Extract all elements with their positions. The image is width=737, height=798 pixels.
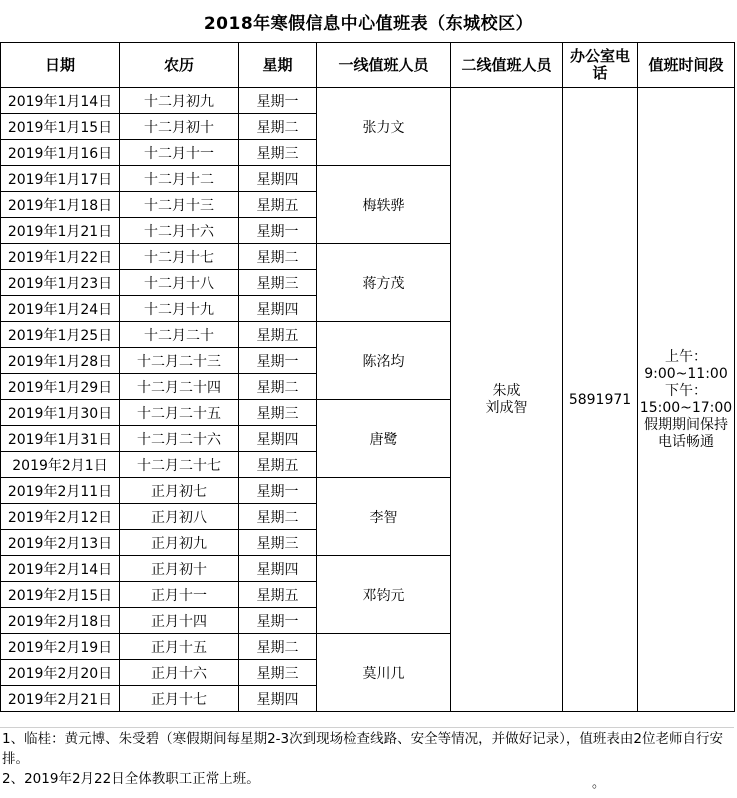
lunar-cell: 十二月初十 (120, 114, 239, 140)
lunar-cell: 正月十六 (120, 660, 239, 686)
header-second-line: 二线值班人员 (451, 43, 563, 88)
date-cell: 2019年2月20日 (1, 660, 120, 686)
am-label: 上午： (665, 348, 707, 365)
lunar-cell: 十二月二十四 (120, 374, 239, 400)
lunar-cell: 十二月十七 (120, 244, 239, 270)
header-lunar: 农历 (120, 43, 239, 88)
date-cell: 2019年2月12日 (1, 504, 120, 530)
lunar-cell: 十二月十八 (120, 270, 239, 296)
weekday-cell: 星期一 (239, 348, 317, 374)
first-line-staff-cell: 梅轶骅 (317, 166, 451, 244)
date-cell: 2019年1月22日 (1, 244, 120, 270)
weekday-cell: 星期三 (239, 140, 317, 166)
weekday-cell: 星期三 (239, 270, 317, 296)
sheet-title: 2018年寒假信息中心值班表（东城校区） (203, 13, 534, 34)
first-line-staff-cell: 蒋方茂 (317, 244, 451, 322)
header-duty-hours: 值班时间段 (638, 43, 735, 88)
lunar-cell: 正月初七 (120, 478, 239, 504)
table-row (1, 88, 735, 114)
date-cell: 2019年1月25日 (1, 322, 120, 348)
header-row (1, 43, 735, 88)
lunar-cell: 十二月十一 (120, 140, 239, 166)
weekday-cell: 星期四 (239, 426, 317, 452)
lunar-cell: 十二月十三 (120, 192, 239, 218)
lunar-cell: 十二月二十六 (120, 426, 239, 452)
date-cell: 2019年1月17日 (1, 166, 120, 192)
weekday-cell: 星期五 (239, 582, 317, 608)
pm-time: 15:00~17:00 (639, 399, 733, 416)
am-time: 9:00~11:00 (644, 365, 728, 382)
lunar-cell: 十二月二十五 (120, 400, 239, 426)
date-cell: 2019年1月18日 (1, 192, 120, 218)
note-2-dot: 。 (592, 776, 606, 791)
weekday-cell: 星期一 (239, 478, 317, 504)
first-line-staff-cell: 李智 (317, 478, 451, 556)
weekday-cell: 星期二 (239, 634, 317, 660)
lunar-cell: 十二月二十七 (120, 452, 239, 478)
second-line-staff-1: 朱成 (492, 382, 521, 399)
first-line-staff-cell: 邓钧元 (317, 556, 451, 634)
weekday-cell: 星期三 (239, 530, 317, 556)
lunar-cell: 正月初九 (120, 530, 239, 556)
header-office-phone: 办公室电话 (563, 43, 638, 88)
weekday-cell: 星期五 (239, 452, 317, 478)
lunar-cell: 十二月二十 (120, 322, 239, 348)
first-line-staff-cell: 张力文 (317, 88, 451, 166)
weekday-cell: 星期一 (239, 88, 317, 114)
lunar-cell: 十二月十九 (120, 296, 239, 322)
weekday-cell: 星期五 (239, 192, 317, 218)
weekday-cell: 星期一 (239, 608, 317, 634)
lunar-cell: 正月十五 (120, 634, 239, 660)
date-cell: 2019年1月28日 (1, 348, 120, 374)
lunar-cell: 正月初八 (120, 504, 239, 530)
note-2: 2、2019年2月22日全体教职工正常上班。 (2, 771, 260, 787)
date-cell: 2019年1月30日 (1, 400, 120, 426)
weekday-cell: 星期二 (239, 374, 317, 400)
lunar-cell: 正月十七 (120, 686, 239, 712)
second-line-staff-2: 刘成智 (485, 399, 528, 416)
pm-label: 下午： (665, 382, 707, 399)
lunar-cell: 十二月十二 (120, 166, 239, 192)
duty-hours-cell (638, 88, 735, 712)
lunar-cell: 正月十四 (120, 608, 239, 634)
weekday-cell: 星期四 (239, 556, 317, 582)
date-cell: 2019年2月15日 (1, 582, 120, 608)
duty-table (0, 42, 735, 712)
date-cell: 2019年2月14日 (1, 556, 120, 582)
weekday-cell: 星期四 (239, 166, 317, 192)
lunar-cell: 正月十一 (120, 582, 239, 608)
date-cell: 2019年1月14日 (1, 88, 120, 114)
weekday-cell: 星期一 (239, 218, 317, 244)
date-cell: 2019年1月23日 (1, 270, 120, 296)
first-line-staff-cell: 唐鹭 (317, 400, 451, 478)
weekday-cell: 星期三 (239, 660, 317, 686)
notes (0, 729, 734, 789)
lunar-cell: 十二月二十三 (120, 348, 239, 374)
lunar-cell: 十二月初九 (120, 88, 239, 114)
weekday-cell: 星期二 (239, 244, 317, 270)
first-line-staff-cell: 莫川几 (317, 634, 451, 712)
lunar-cell: 十二月十六 (120, 218, 239, 244)
date-cell: 2019年1月31日 (1, 426, 120, 452)
date-cell: 2019年1月21日 (1, 218, 120, 244)
blank-row (0, 711, 734, 728)
header-date: 日期 (1, 43, 120, 88)
date-cell: 2019年2月21日 (1, 686, 120, 712)
header-first-line: 一线值班人员 (317, 43, 451, 88)
weekday-cell: 星期四 (239, 296, 317, 322)
holiday-note: 假期期间保持电话畅通 (644, 416, 728, 450)
date-cell: 2019年1月15日 (1, 114, 120, 140)
second-line-staff-cell (451, 88, 563, 712)
date-cell: 2019年1月16日 (1, 140, 120, 166)
lunar-cell: 正月初十 (120, 556, 239, 582)
date-cell: 2019年2月1日 (1, 452, 120, 478)
weekday-cell: 星期二 (239, 504, 317, 530)
date-cell: 2019年2月13日 (1, 530, 120, 556)
weekday-cell: 星期五 (239, 322, 317, 348)
date-cell: 2019年2月18日 (1, 608, 120, 634)
date-cell: 2019年1月24日 (1, 296, 120, 322)
date-cell: 2019年1月29日 (1, 374, 120, 400)
date-cell: 2019年2月11日 (1, 478, 120, 504)
header-weekday: 星期 (239, 43, 317, 88)
office-phone-cell: 5891971 (563, 88, 638, 712)
weekday-cell: 星期二 (239, 114, 317, 140)
weekday-cell: 星期三 (239, 400, 317, 426)
date-cell: 2019年2月19日 (1, 634, 120, 660)
note-1: 1、临桂：黄元博、朱受碧（寒假期间每星期2-3次到现场检查线路、安全等情况，并做好记录），值班表由2位老师自行安排。 (2, 731, 723, 767)
weekday-cell: 星期四 (239, 686, 317, 712)
first-line-staff-cell: 陈洺均 (317, 322, 451, 400)
